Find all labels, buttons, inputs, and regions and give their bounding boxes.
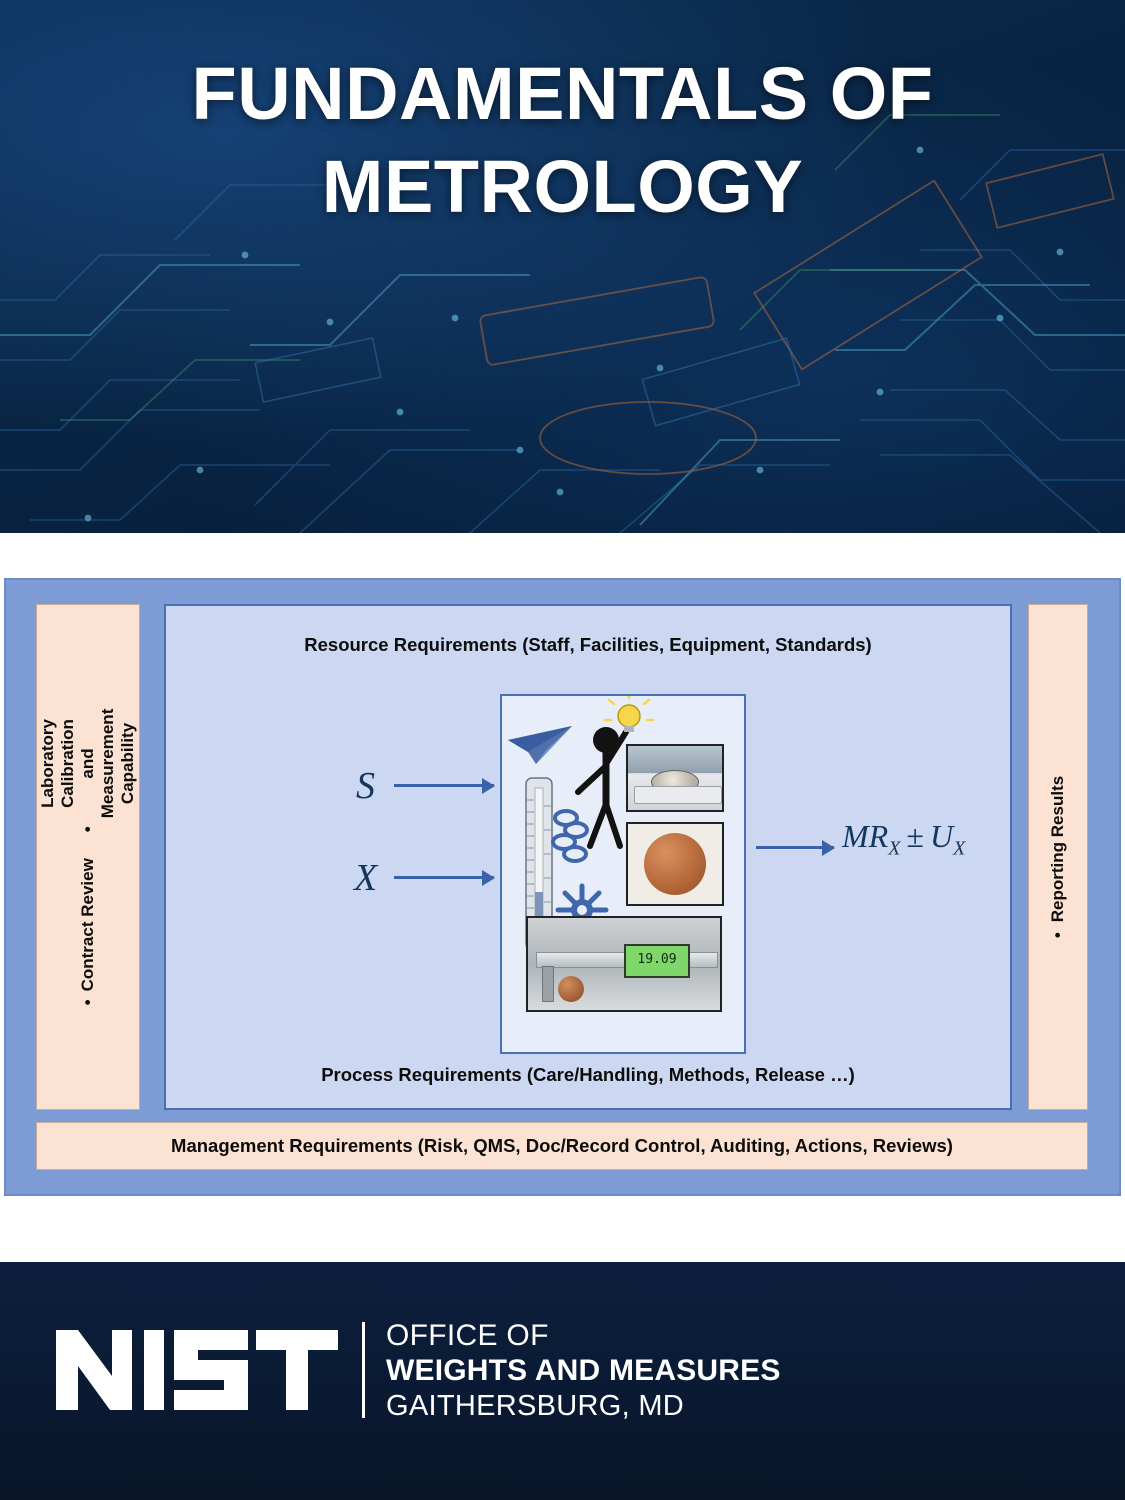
- footer-office-text: [386, 1318, 781, 1423]
- plus-minus-icon: ±: [906, 818, 924, 854]
- management-requirements-bar: [36, 1122, 1088, 1170]
- title-line-2: METROLOGY: [321, 144, 804, 228]
- lab-cmc-label: Laboratory Calibration and Measurement Capability: [38, 708, 137, 819]
- left-panel-text: [38, 709, 138, 1006]
- metrology-diagram: [4, 578, 1121, 1196]
- measurement-result: [842, 818, 965, 860]
- mr-subscript: X: [888, 837, 901, 860]
- unknown-symbol: X: [354, 857, 378, 899]
- footer-divider: [362, 1322, 365, 1418]
- arrow-unknown-icon: [394, 876, 494, 879]
- u-subscript: X: [953, 837, 966, 860]
- center-process-panel: [164, 604, 1012, 1110]
- bullet-icon: •: [78, 999, 97, 1006]
- footer-banner: [0, 1262, 1125, 1500]
- bullet-icon-3: •: [1048, 932, 1067, 939]
- caliper-jaw-icon: [542, 966, 554, 1002]
- mr-label: MR: [842, 818, 889, 854]
- u-label: U: [929, 818, 954, 854]
- title-line-1: FUNDAMENTALS OF: [191, 52, 934, 135]
- reporting-results-panel: [1028, 604, 1088, 1110]
- process-requirements-label: Process Requirements (Care/Handling, Methods, Release …): [321, 1064, 855, 1085]
- balance-photo: [626, 744, 724, 812]
- caliper-coin-icon: [558, 976, 584, 1002]
- nist-logo-icon: [52, 1324, 342, 1416]
- header-banner: [0, 0, 1125, 533]
- chain-links-icon: [553, 811, 587, 861]
- caliper-display: 19.09: [624, 944, 690, 978]
- measurement-illustration: [500, 694, 746, 1054]
- bullet-icon-2: •: [78, 826, 97, 833]
- footer-line-3: GAITHERSBURG, MD: [386, 1389, 685, 1422]
- balance-base-icon: [634, 786, 722, 804]
- reporting-results-label: Reporting Results: [1048, 775, 1067, 923]
- contract-review-label: Contract Review: [78, 858, 97, 992]
- paper-plane-icon: [508, 726, 572, 764]
- contract-review-panel: [36, 604, 140, 1110]
- arrow-result-icon: [756, 846, 834, 849]
- resource-requirements-label: Resource Requirements (Staff, Facilities, Equipment, Standards): [304, 634, 872, 655]
- page-title: [0, 48, 1125, 233]
- footer-line-2: WEIGHTS AND MEASURES: [386, 1354, 781, 1388]
- arrow-standard-icon: [394, 784, 494, 787]
- lightbulb-icon: [605, 696, 653, 732]
- standard-symbol: S: [356, 765, 375, 807]
- management-requirements-label: Management Requirements (Risk, QMS, Doc/Record Control, Auditing, Actions, Reviews): [171, 1135, 953, 1156]
- right-panel-text: [1048, 776, 1068, 938]
- footer-line-1: OFFICE OF: [386, 1319, 549, 1352]
- penny-icon: [644, 833, 706, 895]
- caliper-photo: [526, 916, 722, 1012]
- penny-photo: [626, 822, 724, 906]
